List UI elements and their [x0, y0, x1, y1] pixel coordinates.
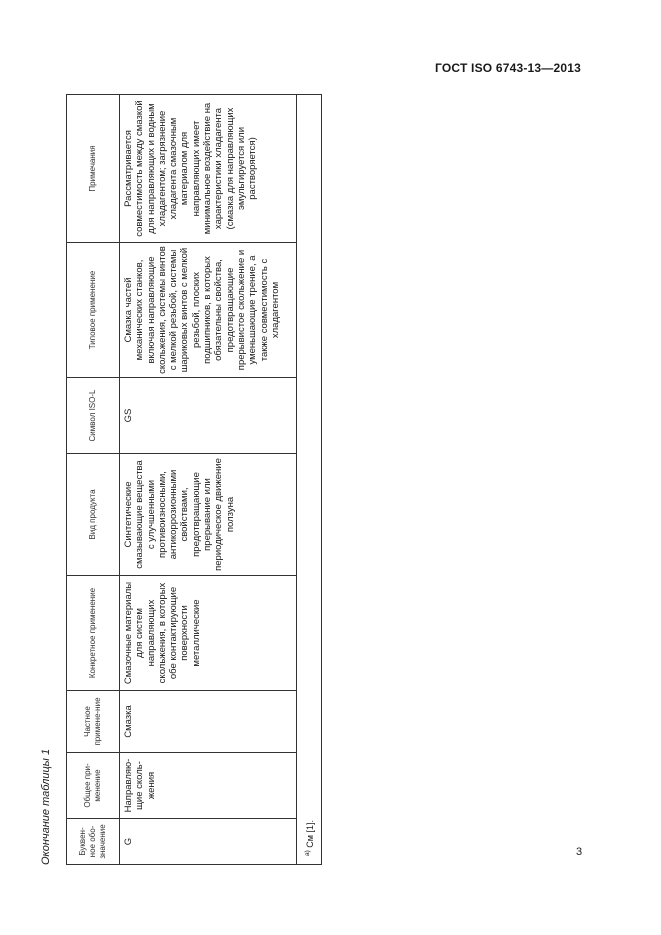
header-general-application: Общее при-менение [67, 753, 120, 819]
cell-iso-symbol: GS [120, 378, 297, 454]
cell-product-type: Синтетические смазывающие вещества с улучшенными противоизносными, антикоррозионными свойствами, предотвращающие прерывание или периодическое движение ползуна [120, 454, 297, 576]
rotated-table-block [40, 95, 315, 865]
header-letter: Буквен-ное обо-значение [67, 819, 120, 865]
footnote-mark: a) [304, 850, 311, 856]
standard-designation: ГОСТ ISO 6743-13—2013 [435, 61, 581, 75]
cell-general-application: Направляю-щие сколь-жения [120, 753, 297, 819]
footnote-text: См [1]. [305, 820, 315, 848]
cell-notes: Рассматривается совместимость между смазкой для направляющих и водным хладагентом; загрязнение хладагента смазочным материалом для направляющих имеет минимальное воздействие на характеристики хладагента (смазка для направляющих эмульгируется или растворяется) [120, 95, 297, 243]
header-specific-application: Конкретное применение [67, 576, 120, 691]
header-notes: Примечания [67, 95, 120, 243]
page-number: 3 [576, 846, 583, 858]
header-particular-application: Частное примене-ние [67, 691, 120, 753]
header-iso-symbol: Символ ISO-L [67, 378, 120, 454]
footnote-row [297, 95, 322, 865]
table-caption: Окончание таблицы 1 [40, 748, 52, 865]
cell-typical-application: Смазка частей механических станков, включая направляющие скольжения, системы винтов с мелкой резьбой, системы шариковых винтов с мелкой резьбой, плоских подшипников, в которых обязательны свойства, предотвращающие прерывистое скольжение и уменьшающие трение, а также совместимость с хладагентом [120, 243, 297, 378]
cell-particular-application: Смазка [120, 691, 297, 753]
header-product-type: Вид продукта [67, 454, 120, 576]
classification-table [66, 94, 322, 865]
cell-specific-application: Смазочные материалы для систем направляющих скольжения, в которых обе контактирующие поверхности металлические [120, 576, 297, 691]
table-header-row [67, 95, 120, 865]
cell-letter: G [120, 819, 297, 865]
footnote [297, 95, 322, 865]
header-typical-application: Типовое применение [67, 243, 120, 378]
table-row [120, 95, 297, 865]
